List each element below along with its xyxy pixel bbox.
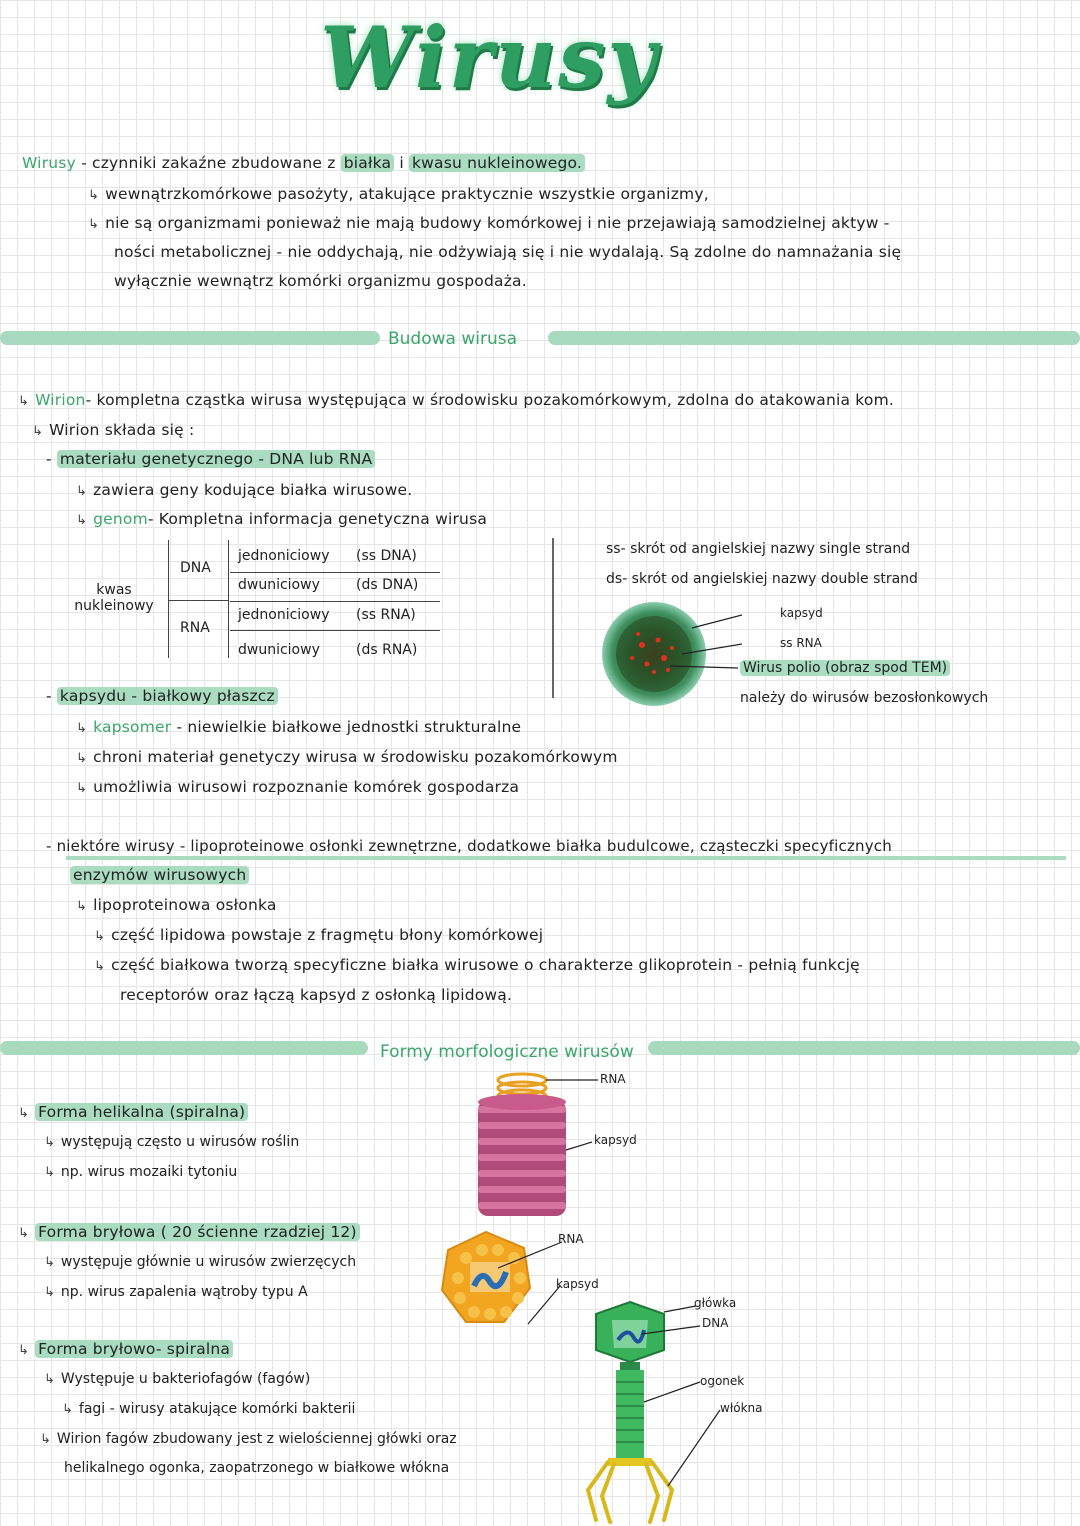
brylowo-spiralna-title xyxy=(18,1340,233,1358)
lipo-bullet-1 xyxy=(94,926,543,944)
kapsomer-term: kapsomer xyxy=(93,718,172,736)
table-cell-dsrna: dwuniciowy xyxy=(238,642,320,658)
intro-bullet-1-text: wewnątrzkomórkowe pasożyty, atakujące praktycznie wszystkie organizmy, xyxy=(105,185,709,203)
arrow-icon: ↳ xyxy=(76,781,88,796)
material-label: materiału genetycznego - DNA lub RNA xyxy=(57,450,375,468)
lipo-bullet-1-text: część lipidowa powstaje z fragmętu błony komórkowej xyxy=(111,926,544,944)
arrow-icon: ↳ xyxy=(94,959,106,974)
divider-left xyxy=(0,331,380,345)
niektore-underline xyxy=(66,856,1066,860)
arrow-icon: ↳ xyxy=(18,1106,30,1121)
intro-bullet-2-line1: nie są organizmami ponieważ nie mają budowy komórkowej i nie przejawiają samodzielnej aktyw - xyxy=(105,214,890,232)
lipo-text: lipoproteinowa osłonka xyxy=(93,896,277,914)
brylowa-bullet-2-text: np. wirus zapalenia wątroby typu A xyxy=(60,1284,308,1300)
arrow-icon: ↳ xyxy=(88,217,100,232)
highlight-kwasu: kwasu nukleinowego. xyxy=(409,154,585,172)
table-rule-mid-left xyxy=(168,600,228,601)
arrow-icon: ↳ xyxy=(44,1165,55,1180)
arrow-icon: ↳ xyxy=(32,424,44,439)
lipo-bullet-2-line2: receptorów oraz łączą kapsyd z osłonką lipidową. xyxy=(120,986,513,1004)
phage-label-wlokna: włókna xyxy=(720,1401,763,1415)
wirion-definition xyxy=(18,391,894,409)
phage-label-ogonek: ogonek xyxy=(700,1374,745,1388)
arrow-icon: ↳ xyxy=(76,513,88,528)
material-bullet-1-text: zawiera geny kodujące białka wirusowe. xyxy=(93,481,413,499)
divider-formy-right xyxy=(648,1041,1080,1055)
arrow-icon: ↳ xyxy=(76,721,88,736)
section-title-budowa: Budowa wirusa xyxy=(388,329,518,349)
material-bullet-1 xyxy=(76,481,412,499)
table-bracket-outer xyxy=(168,540,169,658)
arrow-icon: ↳ xyxy=(18,1343,30,1358)
arrow-icon: ↳ xyxy=(94,929,106,944)
brylowo-spiralna-bullet-2-text: fagi - wirusy atakujące komórki bakterii xyxy=(78,1401,356,1417)
genom-term: genom xyxy=(93,510,148,528)
kapsomer-def-text: - niewielkie białkowe jednostki strukturalne xyxy=(176,718,522,736)
helikalna-bullet-2 xyxy=(44,1164,237,1180)
table-cell-text: jednoniciowy xyxy=(238,548,330,564)
phage-label-dna: DNA xyxy=(702,1316,729,1330)
ss-note: ss- skrót od angielskiej nazwy single strand xyxy=(606,541,911,557)
kapsomer-item xyxy=(76,718,521,736)
intro-bullet-1 xyxy=(88,185,709,203)
arrow-icon: ↳ xyxy=(18,394,30,409)
table-rule-2 xyxy=(230,601,440,602)
arrow-icon: ↳ xyxy=(44,1372,55,1387)
table-dna: DNA xyxy=(180,560,211,576)
material-item: - materiału genetycznego - DNA lub RNA xyxy=(46,450,375,468)
arrow-icon: ↳ xyxy=(44,1285,55,1300)
polio-label-kapsyd: kapsyd xyxy=(780,606,823,620)
kapsyd-item: - kapsydu - białkowy płaszcz xyxy=(46,687,278,705)
brylowo-spiralna-bullet-3-text: Wirion fagów zbudowany jest z wielościennej główki oraz xyxy=(56,1431,457,1447)
arrow-icon: ↳ xyxy=(62,1402,73,1417)
helical-label-rna: RNA xyxy=(600,1072,626,1086)
arrow-icon: ↳ xyxy=(44,1255,55,1270)
table-bracket-inner xyxy=(228,540,229,658)
polio-caption-1-text: Wirus polio (obraz spod TEM) xyxy=(740,660,950,676)
wirusy-term: Wirusy xyxy=(22,154,76,172)
niektore-line1-text: niektóre wirusy - lipoproteinowe osłonki zewnętrzne, dodatkowe białka budulcowe, cząsteczki specyficznych xyxy=(56,837,892,855)
helikalna-title xyxy=(18,1103,248,1121)
brylowa-title xyxy=(18,1223,360,1241)
section-title-formy: Formy morfologiczne wirusów xyxy=(380,1042,634,1062)
highlight-bialka: białka xyxy=(341,154,394,172)
arrow-icon: ↳ xyxy=(76,899,88,914)
table-row-label: kwas nukleinowy xyxy=(74,582,154,614)
polio-caption-2: należy do wirusów bezosłonkowych xyxy=(740,690,989,706)
table-cell-ssrna-abbr: (ss RNA) xyxy=(356,607,416,623)
polio-caption-1 xyxy=(740,660,950,676)
kapsyd-bullet-3 xyxy=(76,778,519,796)
wirion-sklada-text: Wirion składa się : xyxy=(49,421,195,439)
arrow-icon: ↳ xyxy=(76,751,88,766)
kapsyd-bullet-2-text: chroni materiał genetyczy wirusa w środowisku pozakomórkowym xyxy=(93,748,618,766)
brylowo-spiralna-bullet-2 xyxy=(62,1401,355,1417)
brylowa-bullet-2 xyxy=(44,1284,308,1300)
genom-item xyxy=(76,510,487,528)
helikalna-bullet-2-text: np. wirus mozaiki tytoniu xyxy=(60,1164,238,1180)
table-cell-dsrna-abbr: (ds RNA) xyxy=(356,642,418,658)
lipo-item xyxy=(76,896,277,914)
table-rule-1 xyxy=(230,572,440,573)
helikalna-bullet-1 xyxy=(44,1134,299,1150)
intro-bullet-2-line2: ności metabolicznej - nie oddychają, nie odżywiają się i nie wydalają. Są zdolne do namnażania się xyxy=(114,243,902,261)
ds-note: ds- skrót od angielskiej nazwy double strand xyxy=(606,571,918,587)
kapsyd-bullet-3-text: umożliwia wirusowi rozpoznanie komórek gospodarza xyxy=(93,778,520,796)
table-rna: RNA xyxy=(180,620,210,636)
intro-bullet-2 xyxy=(88,214,890,232)
brylowo-spiralna-title-text: Forma bryłowo- spiralna xyxy=(35,1340,233,1358)
lipo-bullet-2-text: część białkowa tworzą specyficzne białka wirusowe o charakterze glikoprotein - pełnią funkcję xyxy=(111,956,860,974)
divider-right xyxy=(548,331,1080,345)
table-cell-ssdna-abbr: (ss DNA) xyxy=(356,548,417,564)
intro-bullet-2-line3: wyłącznie wewnątrz komórki organizmu gospodaża. xyxy=(114,272,527,290)
page-title: Wirusy xyxy=(320,8,659,107)
intro-def-text: - czynniki zakaźne zbudowane z xyxy=(81,154,336,172)
wirion-sklada xyxy=(32,421,194,439)
intro-def-and: i xyxy=(399,154,404,172)
helical-virus-image xyxy=(470,1066,670,1226)
intro-definition xyxy=(22,154,585,172)
icosahedral-label-kapsyd: kapsyd xyxy=(556,1277,599,1291)
kapsyd-bullet-2 xyxy=(76,748,618,766)
brylowa-title-text: Forma bryłowa ( 20 ścienne rzadziej 12) xyxy=(35,1223,360,1241)
brylowo-spiralna-bullet-3-line2: helikalnego ogonka, zaopatrzonego w białkowe włókna xyxy=(64,1460,450,1476)
helikalna-bullet-1-text: występują często u wirusów roślin xyxy=(60,1134,300,1150)
table-rule-3 xyxy=(230,630,440,631)
table-cell-dsdna-abbr: (ds DNA) xyxy=(356,577,419,593)
phage-label-glowka: główka xyxy=(694,1296,737,1310)
table-cell-dsdna: dwuniciowy xyxy=(238,577,320,593)
genom-def-text: - Kompletna informacja genetyczna wirusa xyxy=(147,510,488,528)
polio-virus-image xyxy=(592,600,742,710)
arrow-icon: ↳ xyxy=(40,1432,51,1447)
helikalna-title-text: Forma helikalna (spiralna) xyxy=(35,1103,248,1121)
brylowo-spiralna-bullet-3 xyxy=(40,1431,457,1447)
niektore-line2 xyxy=(70,866,249,884)
arrow-icon: ↳ xyxy=(18,1226,30,1241)
brylowo-spiralna-bullet-1 xyxy=(44,1371,310,1387)
arrow-icon: ↳ xyxy=(76,484,88,499)
table-cell-ssrna: jednoniciowy xyxy=(238,607,330,623)
brylowa-bullet-1-text: występuje głównie u wirusów zwierzęcych xyxy=(60,1254,357,1270)
column-separator xyxy=(552,538,554,698)
niektore-line2-text: enzymów wirusowych xyxy=(70,866,249,884)
niektore-line1: - niektóre wirusy - lipoproteinowe osłonki zewnętrzne, dodatkowe białka budulcowe, cząsteczki specyficznych xyxy=(46,837,892,855)
icosahedral-label-rna: RNA xyxy=(558,1232,584,1246)
brylowa-bullet-1 xyxy=(44,1254,356,1270)
wirion-def-text: - kompletna cząstka wirusa występująca w środowisku pozakomórkowym, zdolna do atakowania kom. xyxy=(85,391,895,409)
table-cell-ssdna xyxy=(238,548,329,564)
arrow-icon: ↳ xyxy=(88,188,100,203)
kapsyd-label: kapsydu - białkowy płaszcz xyxy=(57,687,278,705)
polio-label-ssrna: ss RNA xyxy=(780,636,822,650)
helical-label-kapsyd: kapsyd xyxy=(594,1133,637,1147)
lipo-bullet-2 xyxy=(94,956,860,974)
brylowo-spiralna-bullet-1-text: Występuje u bakteriofagów (fagów) xyxy=(60,1371,311,1387)
arrow-icon: ↳ xyxy=(44,1135,55,1150)
wirion-term: Wirion xyxy=(35,391,86,409)
divider-formy-left xyxy=(0,1041,368,1055)
